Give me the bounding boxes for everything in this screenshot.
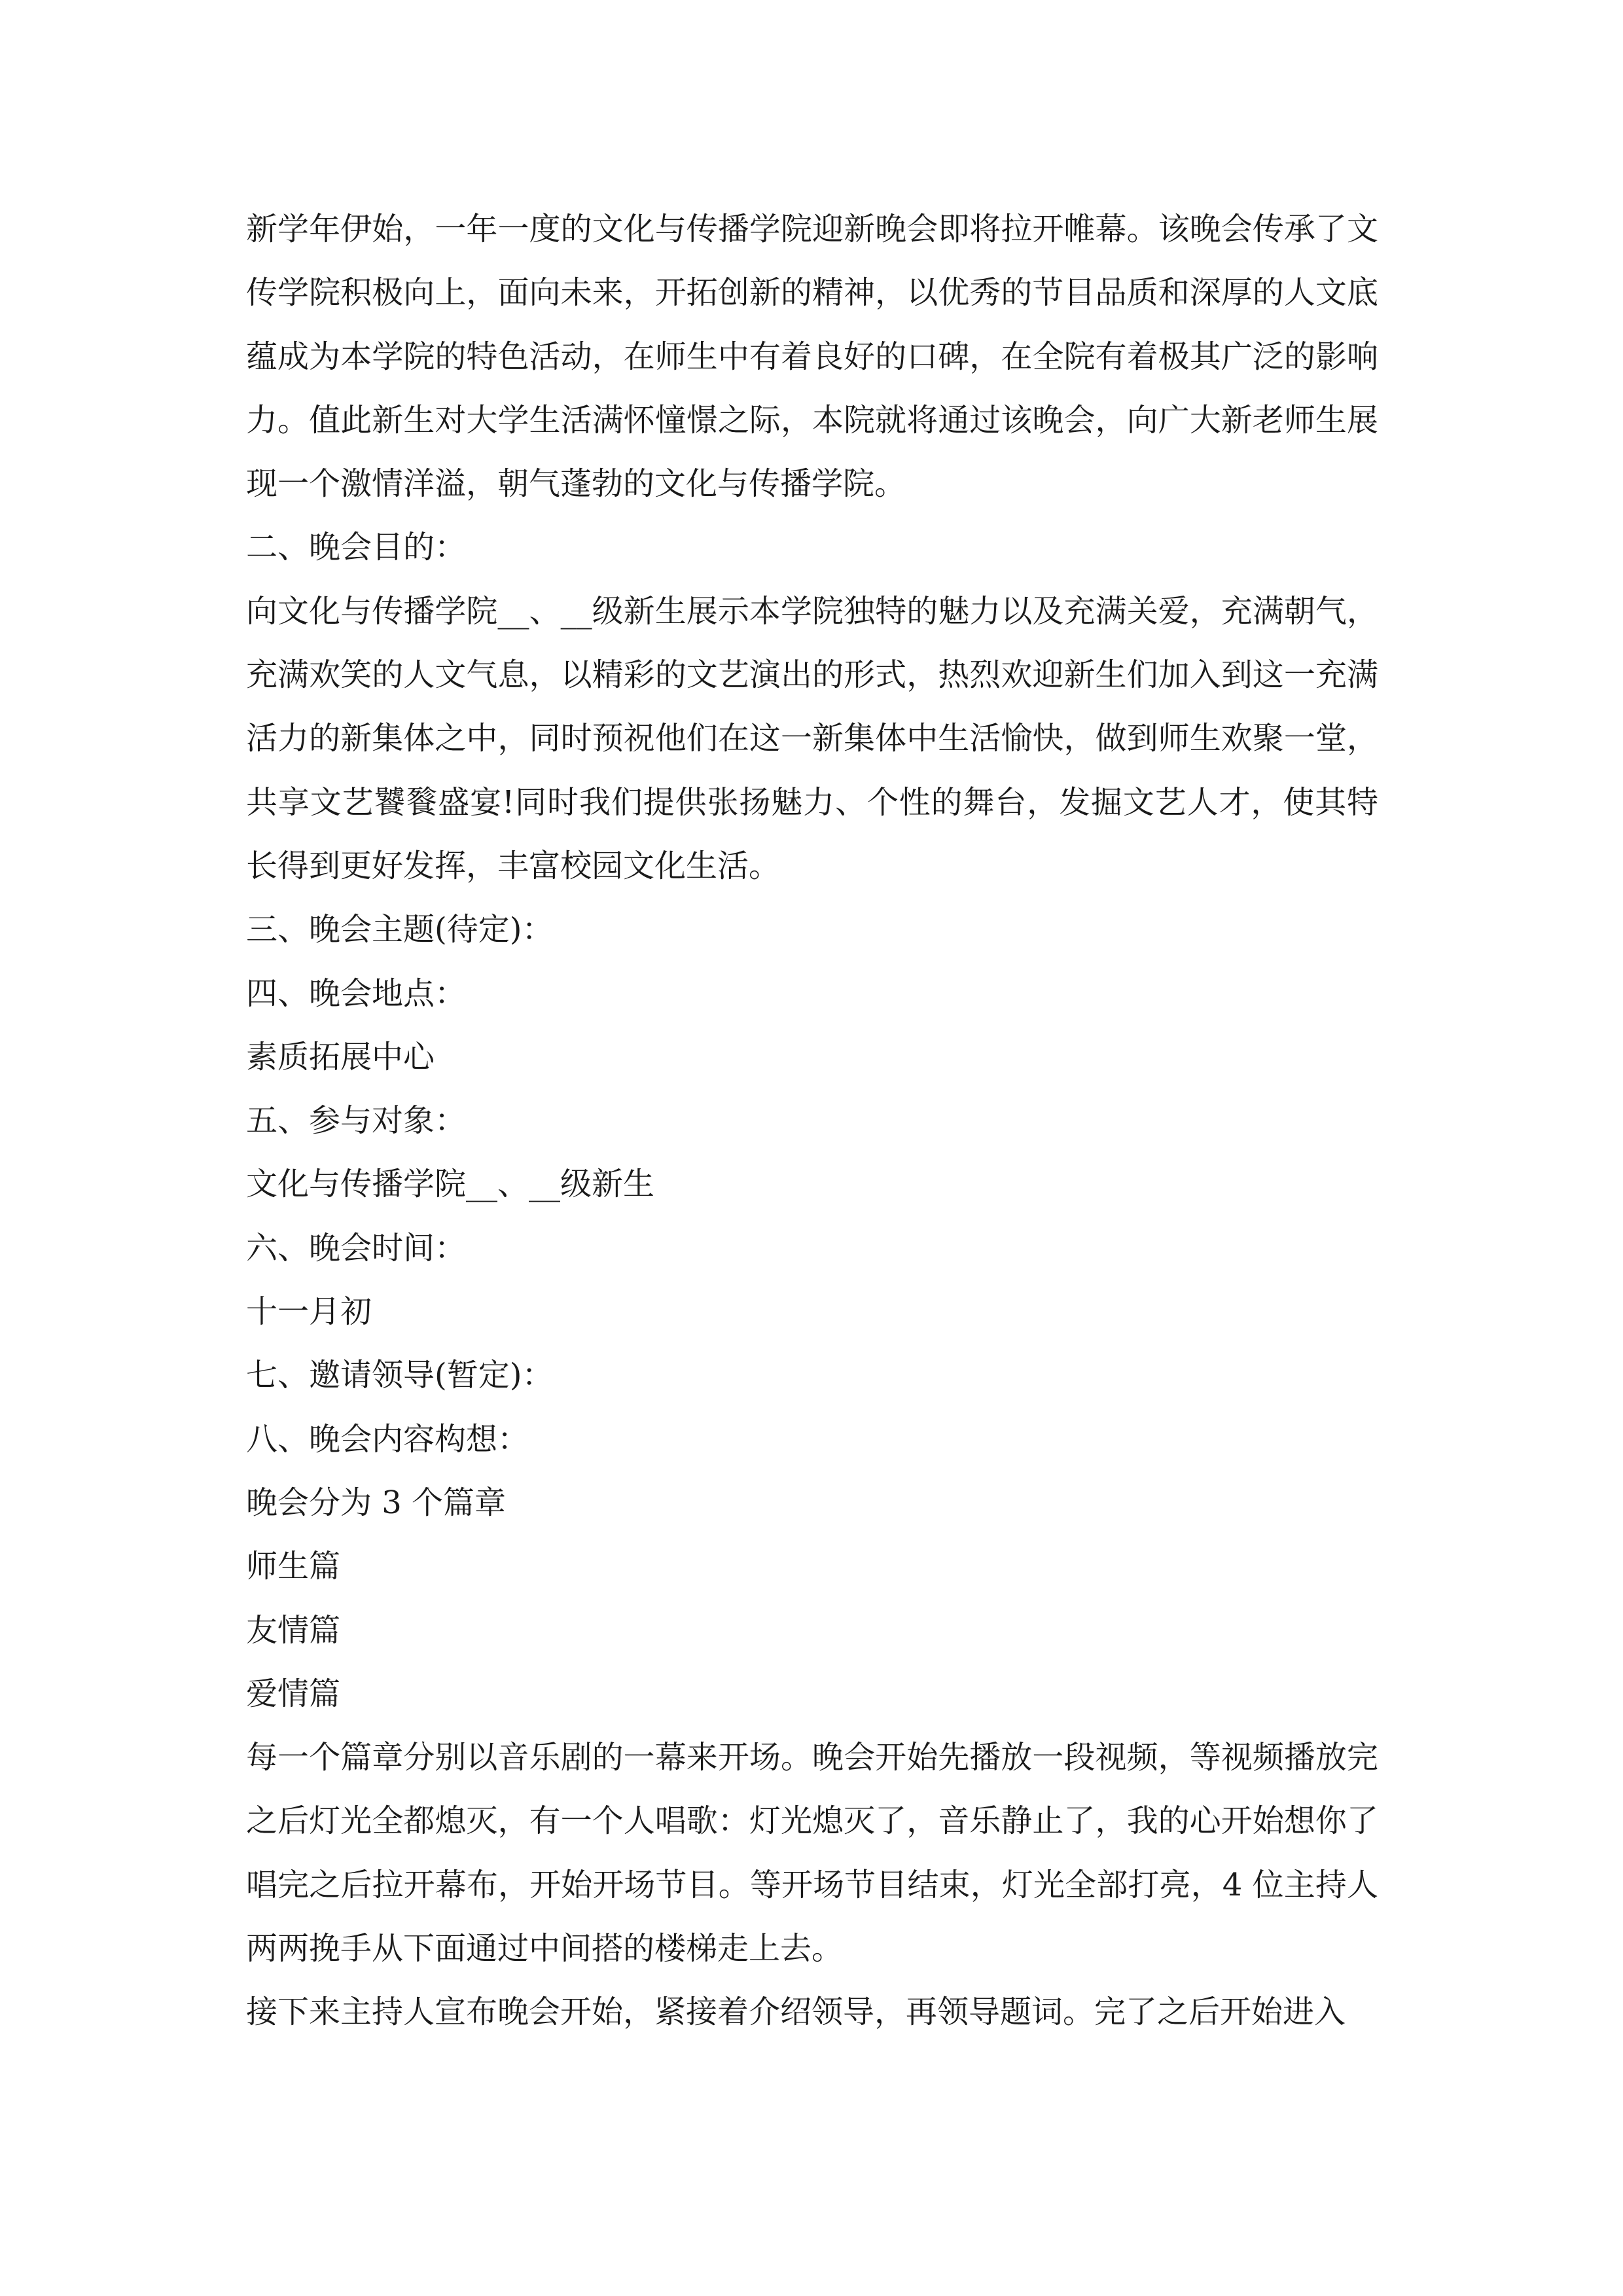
- paragraph-venue: 素质拓展中心: [246, 1038, 435, 1075]
- heading-content: 八、晚会内容构想：: [246, 1420, 529, 1458]
- heading-audience: 五、参与对象：: [246, 1102, 467, 1139]
- heading-purpose: 二、晚会目的：: [246, 529, 467, 566]
- paragraph-opening: 每一个篇章分别以音乐剧的一幕来开场。晚会开始先播放一段视频，等视频播放完之后灯光全都熄灭，有一个人唱歌：灯光熄灭了，音乐静止了，我的心开始想你了唱完之后拉开幕布，开始开场节目。等开场节目结束，灯光全部打亮，4 位主持人两两挽手从下面通过中间搭的楼梯走上去。: [246, 1739, 1378, 1967]
- paragraph-chapters: 晚会分为 3 个篇章: [246, 1484, 507, 1521]
- document-body: [246, 198, 1378, 2045]
- paragraph-time: 十一月初: [246, 1293, 372, 1331]
- paragraph-intro: 新学年伊始，一年一度的文化与传播学院迎新晚会即将拉开帷幕。该晚会传承了文传学院积极向上，面向未来，开拓创新的精神，以优秀的节目品质和深厚的人文底蕴成为本学院的特色活动，在师生中有着良好的口碑，在全院有着极其广泛的影响力。值此新生对大学生活满怀憧憬之际，本院就将通过该晚会，向广大新老师生展现一个激情洋溢，朝气蓬勃的文化与传播学院。: [246, 211, 1378, 503]
- paragraph-audience: 文化与传播学院__、__级新生: [246, 1166, 655, 1203]
- chapter-teachers-students: 师生篇: [246, 1548, 341, 1585]
- paragraph-continuation: 接下来主持人宣布晚会开始，紧接着介绍领导，再领导题词。完了之后开始进入: [246, 1994, 1346, 2031]
- heading-venue: 四、晚会地点：: [246, 975, 467, 1012]
- heading-guests: 七、邀请领导(暂定)：: [246, 1357, 554, 1394]
- heading-time: 六、晚会时间：: [246, 1229, 467, 1266]
- paragraph-purpose: 向文化与传播学院__、__级新生展示本学院独特的魅力以及充满关爱，充满朝气，充满欢笑的人文气息，以精彩的文艺演出的形式，热烈欢迎新生们加入到这一充满活力的新集体之中，同时预祝他们在这一新集体中生活愉快，做到师生欢聚一堂，共享文艺饕餮盛宴!同时我们提供张扬魅力、个性的舞台，发掘文艺人才，使其特长得到更好发挥，丰富校园文化生活。: [246, 592, 1378, 884]
- chapter-friendship: 友情篇: [246, 1611, 341, 1649]
- heading-theme: 三、晚会主题(待定)：: [246, 911, 554, 948]
- chapter-love: 爱情篇: [246, 1675, 341, 1712]
